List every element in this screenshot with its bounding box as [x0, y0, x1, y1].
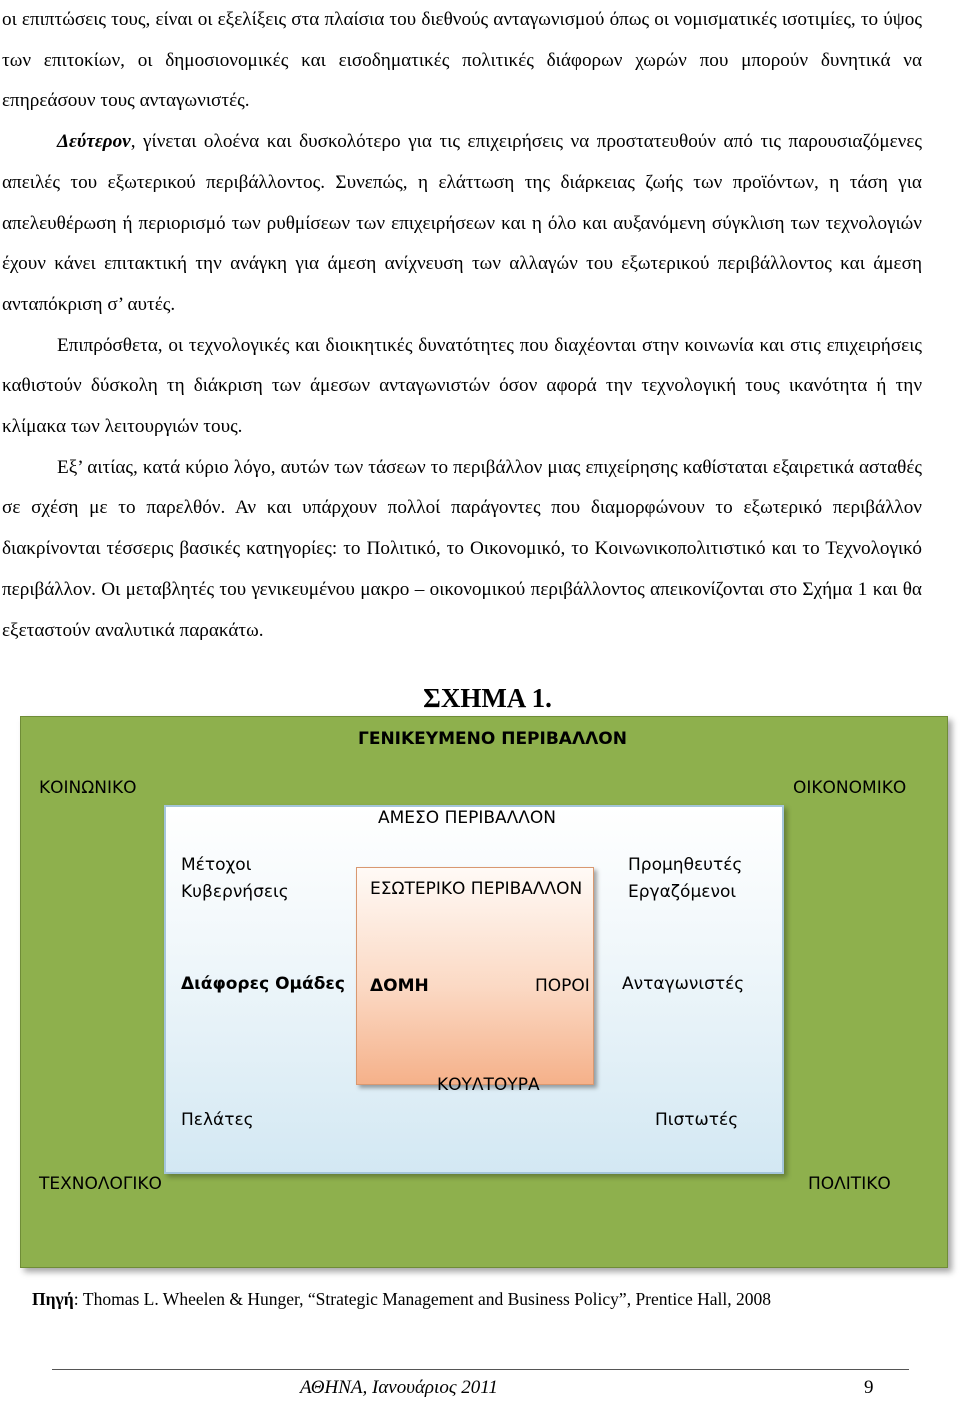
page-number: 9: [864, 1377, 874, 1398]
structure-label: ΔΟΜΗ: [370, 976, 429, 996]
paragraph-2: [2, 122, 922, 326]
various-groups-label: Διάφορες Ομάδες: [181, 974, 345, 994]
culture-label: ΚΟΥΛΤΟΥΡΑ: [437, 1075, 540, 1095]
creditors-label: Πιστωτές: [655, 1110, 739, 1130]
paragraph-3: Επιπρόσθετα, οι τεχνολογικές και διοικητικές δυνατότητες που διαχέονται στην κοινωνία και στις επιχειρήσεις καθιστούν δύσκολη τη διάκριση των άμεσων ανταγωνιστών όσον αφορά την τεχνολογική τους ικανότητα ή την κλίμακα των λειτουργιών τους.: [2, 334, 922, 438]
footer-divider: [52, 1369, 909, 1370]
resources-label: ΠΟΡΟΙ: [535, 976, 590, 996]
figure-source: [32, 1286, 771, 1312]
internal-environment-label: ΕΣΩΤΕΡΙΚΟ ΠΕΡΙΒΑΛΛΟΝ: [370, 879, 583, 899]
social-label: ΚΟΙΝΩΝΙΚΟ: [39, 778, 137, 798]
paragraph-2-rest: , γίνεται ολοένα και δυσκολότερο για τις επιχειρήσεις να προστατευθούν από τις παρουσιαζόμενες απειλές του εξωτερικού περιβάλλοντος. Συνεπώς, η ελάττωση της διάρκειας ζωής των προϊόντων, η τάση για απελευθέρωση ή περιορισμό των ρυθμίσεων των επιχειρήσεων και η όλο και αυξανόμενη σύγκλιση των τεχνολογιών έχουν κάνει επιτακτική την ανάγκη για άμεση ανίχνευση των αλλαγών του εξωτερικού περιβάλλοντος και άμεση ανταπόκριση σ’ αυτές.: [2, 131, 922, 315]
source-text: : Thomas L. Wheelen & Hunger, “Strategic Management and Business Policy”, Prentice Hall, 2008: [73, 1289, 772, 1309]
figure-title: ΣΧΗΜΑ 1.: [423, 683, 552, 713]
technological-label: ΤΕΧΝΟΛΟΓΙΚΟ: [39, 1174, 162, 1194]
environment-diagram: [20, 716, 948, 1268]
economic-label: ΟΙΚΟΝΟΜΙΚΟ: [793, 778, 907, 798]
paragraph-1: οι επιπτώσεις τους, είναι οι εξελίξεις στα πλαίσια του διεθνούς ανταγωνισμού όπως οι νομισματικές ισοτιμίες, το ύψος των επιτοκίων, οι δημοσιονομικές και εισοδηματικές πολιτικές διάφορων χωρών που μπορούν δυνητικά να επηρεάσουν τους ανταγωνιστές.: [2, 9, 922, 112]
footer-location-date: [300, 1374, 498, 1402]
customers-label: Πελάτες: [181, 1110, 254, 1130]
shareholders-label: Μέτοχοι: [181, 855, 252, 875]
body-text: [2, 0, 922, 651]
suppliers-label: Προμηθευτές: [628, 855, 743, 875]
footer-date: , Ιανουάριος 2011: [362, 1377, 498, 1398]
paragraph-2-lead: Δεύτερον: [57, 131, 131, 153]
footer-place: ΑΘΗΝΑ: [300, 1377, 363, 1398]
direct-environment-box: [164, 805, 784, 1174]
source-label: Πηγή: [32, 1289, 74, 1309]
general-environment-label: ΓΕΝΙΚΕΥΜΕΝΟ ΠΕΡΙΒΑΛΛΟΝ: [358, 729, 627, 749]
employees-label: Εργαζόμενοι: [628, 882, 737, 902]
internal-environment-box: [356, 867, 594, 1095]
competitors-label: Ανταγωνιστές: [622, 974, 745, 994]
governments-label: Κυβερνήσεις: [181, 882, 289, 902]
direct-environment-label: ΑΜΕΣΟ ΠΕΡΙΒΑΛΛΟΝ: [378, 808, 557, 828]
political-label: ΠΟΛΙΤΙΚΟ: [808, 1174, 891, 1194]
paragraph-4: Εξ’ αιτίας, κατά κύριο λόγο, αυτών των τάσεων το περιβάλλον μιας επιχείρησης καθίσταται εξαιρετικά ασταθές σε σχέση με το παρελθόν. Αν και υπάρχουν πολλοί παράγοντες που διαμορφώνουν το εξωτερικό περιβάλλον διακρίνονται τέσσερις βασικές κατηγορίες: το Πολιτικό, το Οικονομικό, το Κοινωνικοπολιτιστικό και το Τεχνολογικό περιβάλλον. Οι μεταβλητές του γενικευμένου μακρο – οικονομικού περιβάλλοντος απεικονίζονται στο Σχήμα 1 και θα εξεταστούν αναλυτικά παρακάτω.: [2, 456, 922, 641]
